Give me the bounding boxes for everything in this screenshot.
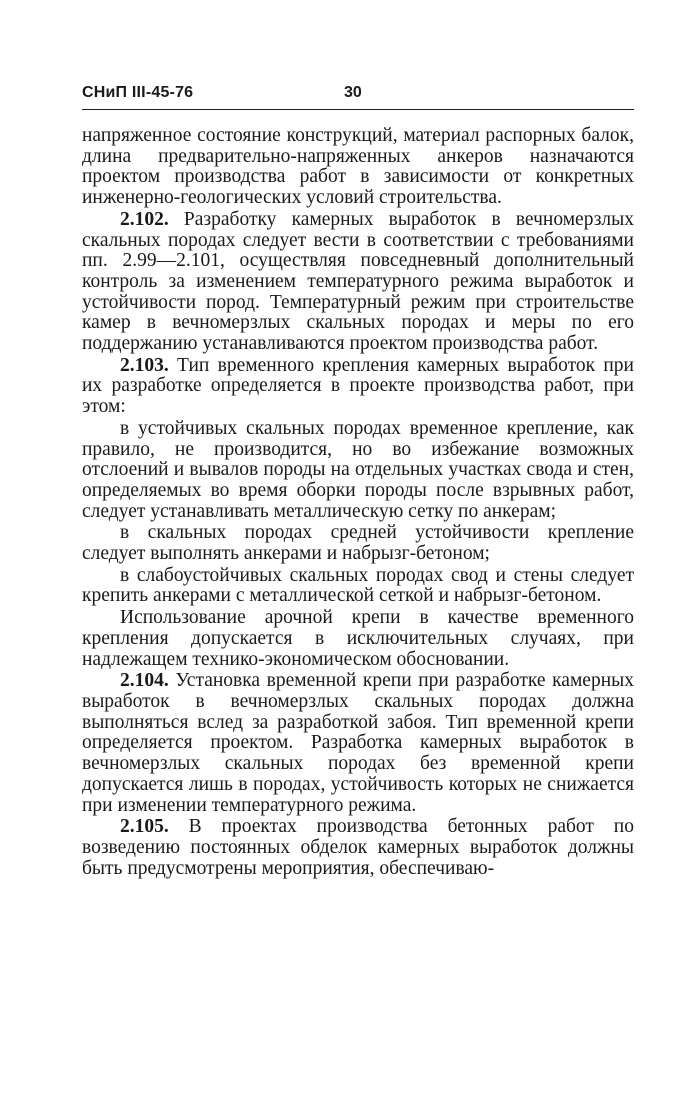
paragraph: в скальных породах средней устойчивости крепление следует выполнять анкерами и набрызг-бетоном; [82, 522, 634, 565]
body-text [82, 126, 634, 879]
clause-number: 2.105. [120, 816, 169, 838]
paragraph-2-105: 2.105. В проектах производства бетонных работ по возведению постоянных обделок камерных выработок должны быть предусмотрены мероприятия, обеспечиваю- [82, 816, 634, 879]
paragraph: Использование арочной крепи в качестве временного крепления допускается в исключительных случаях, при надлежащем технико-экономическом обосновании. [82, 607, 634, 670]
paragraph-2-103: 2.103. Тип временного крепления камерных выработок при их разработке определяется в проекте производства работ, при этом: [82, 354, 634, 418]
header-rule [82, 109, 634, 110]
paragraph: в устойчивых скальных породах временное крепление, как правило, не производится, но во избежание возможных отслоений и вывалов породы на отдельных участках свода и стен, определяемых во время оборки породы после взрывных работ, следует устанавливать металлическую сетку по анкерам; [82, 417, 634, 522]
page-header [82, 82, 634, 110]
paragraph: напряженное состояние конструкций, материал распорных балок, длина предварительно-напряженных анкеров назначаются проектом производства работ в зависимости от конкретных инженерно-геологических условий строительства. [82, 125, 634, 209]
page-number: 30 [344, 84, 362, 101]
document-page [82, 82, 634, 1082]
paragraph-2-104: 2.104. Установка временной крепи при разработке камерных выработок в вечномерзлых скальных породах должна выполняться вслед за разработкой забоя. Тип временной крепи определяется проектом. Разработка камерных выработок в вечномерзлых скальных породах без временной крепи допускается лишь в породах, устойчивость которых не снижается при изменении температурного режима. [82, 670, 634, 816]
paragraph-2-102: 2.102. Разработку камерных выработок в вечномерзлых скальных породах следует вести в соответствии с требованиями пп. 2.99—2.101, осуществляя повседневный дополнительный контроль за изменением температурного режима выработок и устойчивости пород. Температурный режим при строительстве камер в вечномерзлых скальных породах и меры по его поддержанию устанавливаются проектом производства работ. [82, 208, 634, 355]
clause-number: 2.102. [120, 208, 169, 230]
paragraph: в слабоустойчивых скальных породах свод и стены следует крепить анкерами с металлической сеткой и набрызг-бетоном. [82, 564, 634, 607]
clause-number: 2.104. [120, 670, 169, 692]
document-code: СНиП III-45-76 [82, 84, 194, 101]
clause-number: 2.103. [120, 354, 169, 376]
